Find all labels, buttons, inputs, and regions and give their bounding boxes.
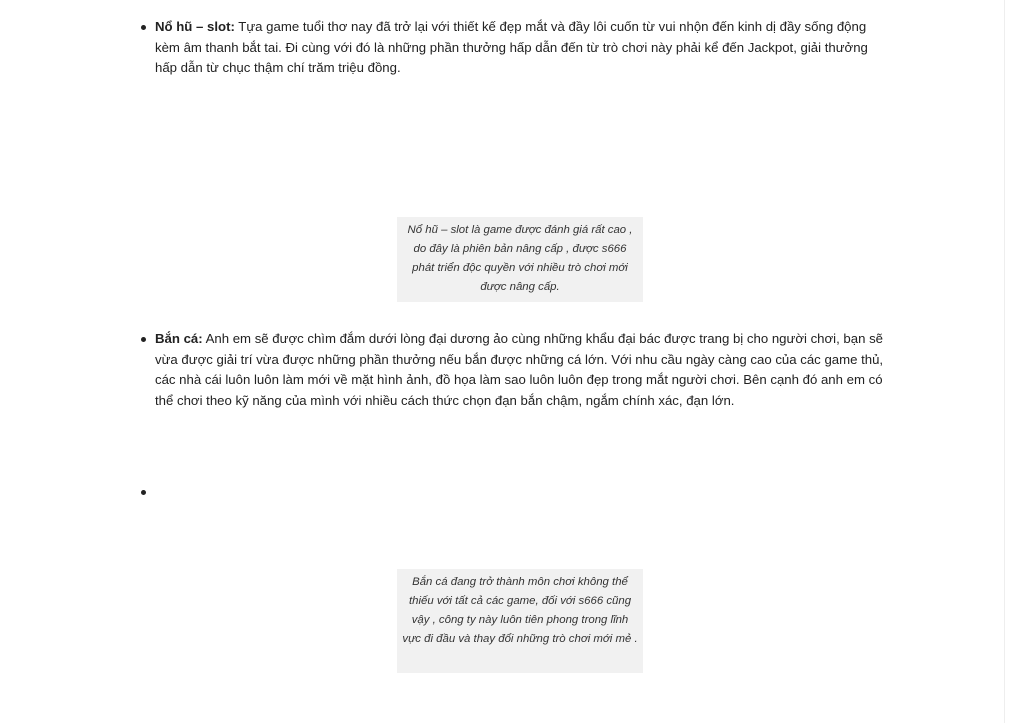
image-caption-ban-ca: Bắn cá đang trở thành môn chơi không thể thiếu với tất cả các game, đối với s666 cũng vậy , công ty này luôn tiên phong trong lĩnh vực đi đầu và thay đổi những trò chơi mới mẻ . — [397, 569, 643, 673]
item-label-ban-ca: Bắn cá: — [155, 331, 203, 346]
item-text-slot: Tựa game tuổi thơ nay đã trở lại với thiết kế đẹp mắt và đầy lôi cuốn từ vui nhộn đến kinh dị đầy sống động kèm âm thanh bắt tai. Đi cùng với đó là những phần thưởng hấp dẫn đến từ trò chơi này phải kể đến Jackpot, giải thưởng hấp dẫn từ chục thậm chí trăm triệu đồng. — [155, 19, 868, 76]
list-item-empty — [155, 482, 890, 502]
image-caption-slot: Nổ hũ – slot là game được đánh giá rất cao , do đây là phiên bản nâng cấp , được s666 phát triển độc quyền với nhiều trò chơi mới được nâng cấp. — [397, 217, 643, 302]
item-label-slot: Nổ hũ – slot: — [155, 19, 235, 34]
list-item-slot — [155, 17, 890, 79]
item-text-ban-ca: Anh em sẽ được chìm đắm dưới lòng đại dương ảo cùng những khẩu đại bác được trang bị cho người chơi, bạn sẽ vừa được giải trí vừa được những phần thưởng nếu bắn được những cá lớn. Với nhu cầu ngày càng cao của các game thủ, các nhà cái luôn luôn làm mới về mặt hình ảnh, đồ họa làm sao luôn luôn đẹp trong mắt người chơi. Bên cạnh đó anh em có thể chơi theo kỹ năng của mình với nhiều cách thức chọn đạn bắn chậm, ngắm chính xác, đạn lớn. — [155, 331, 884, 408]
list-item-ban-ca — [155, 329, 890, 411]
scrollbar-track[interactable] — [1004, 0, 1005, 723]
